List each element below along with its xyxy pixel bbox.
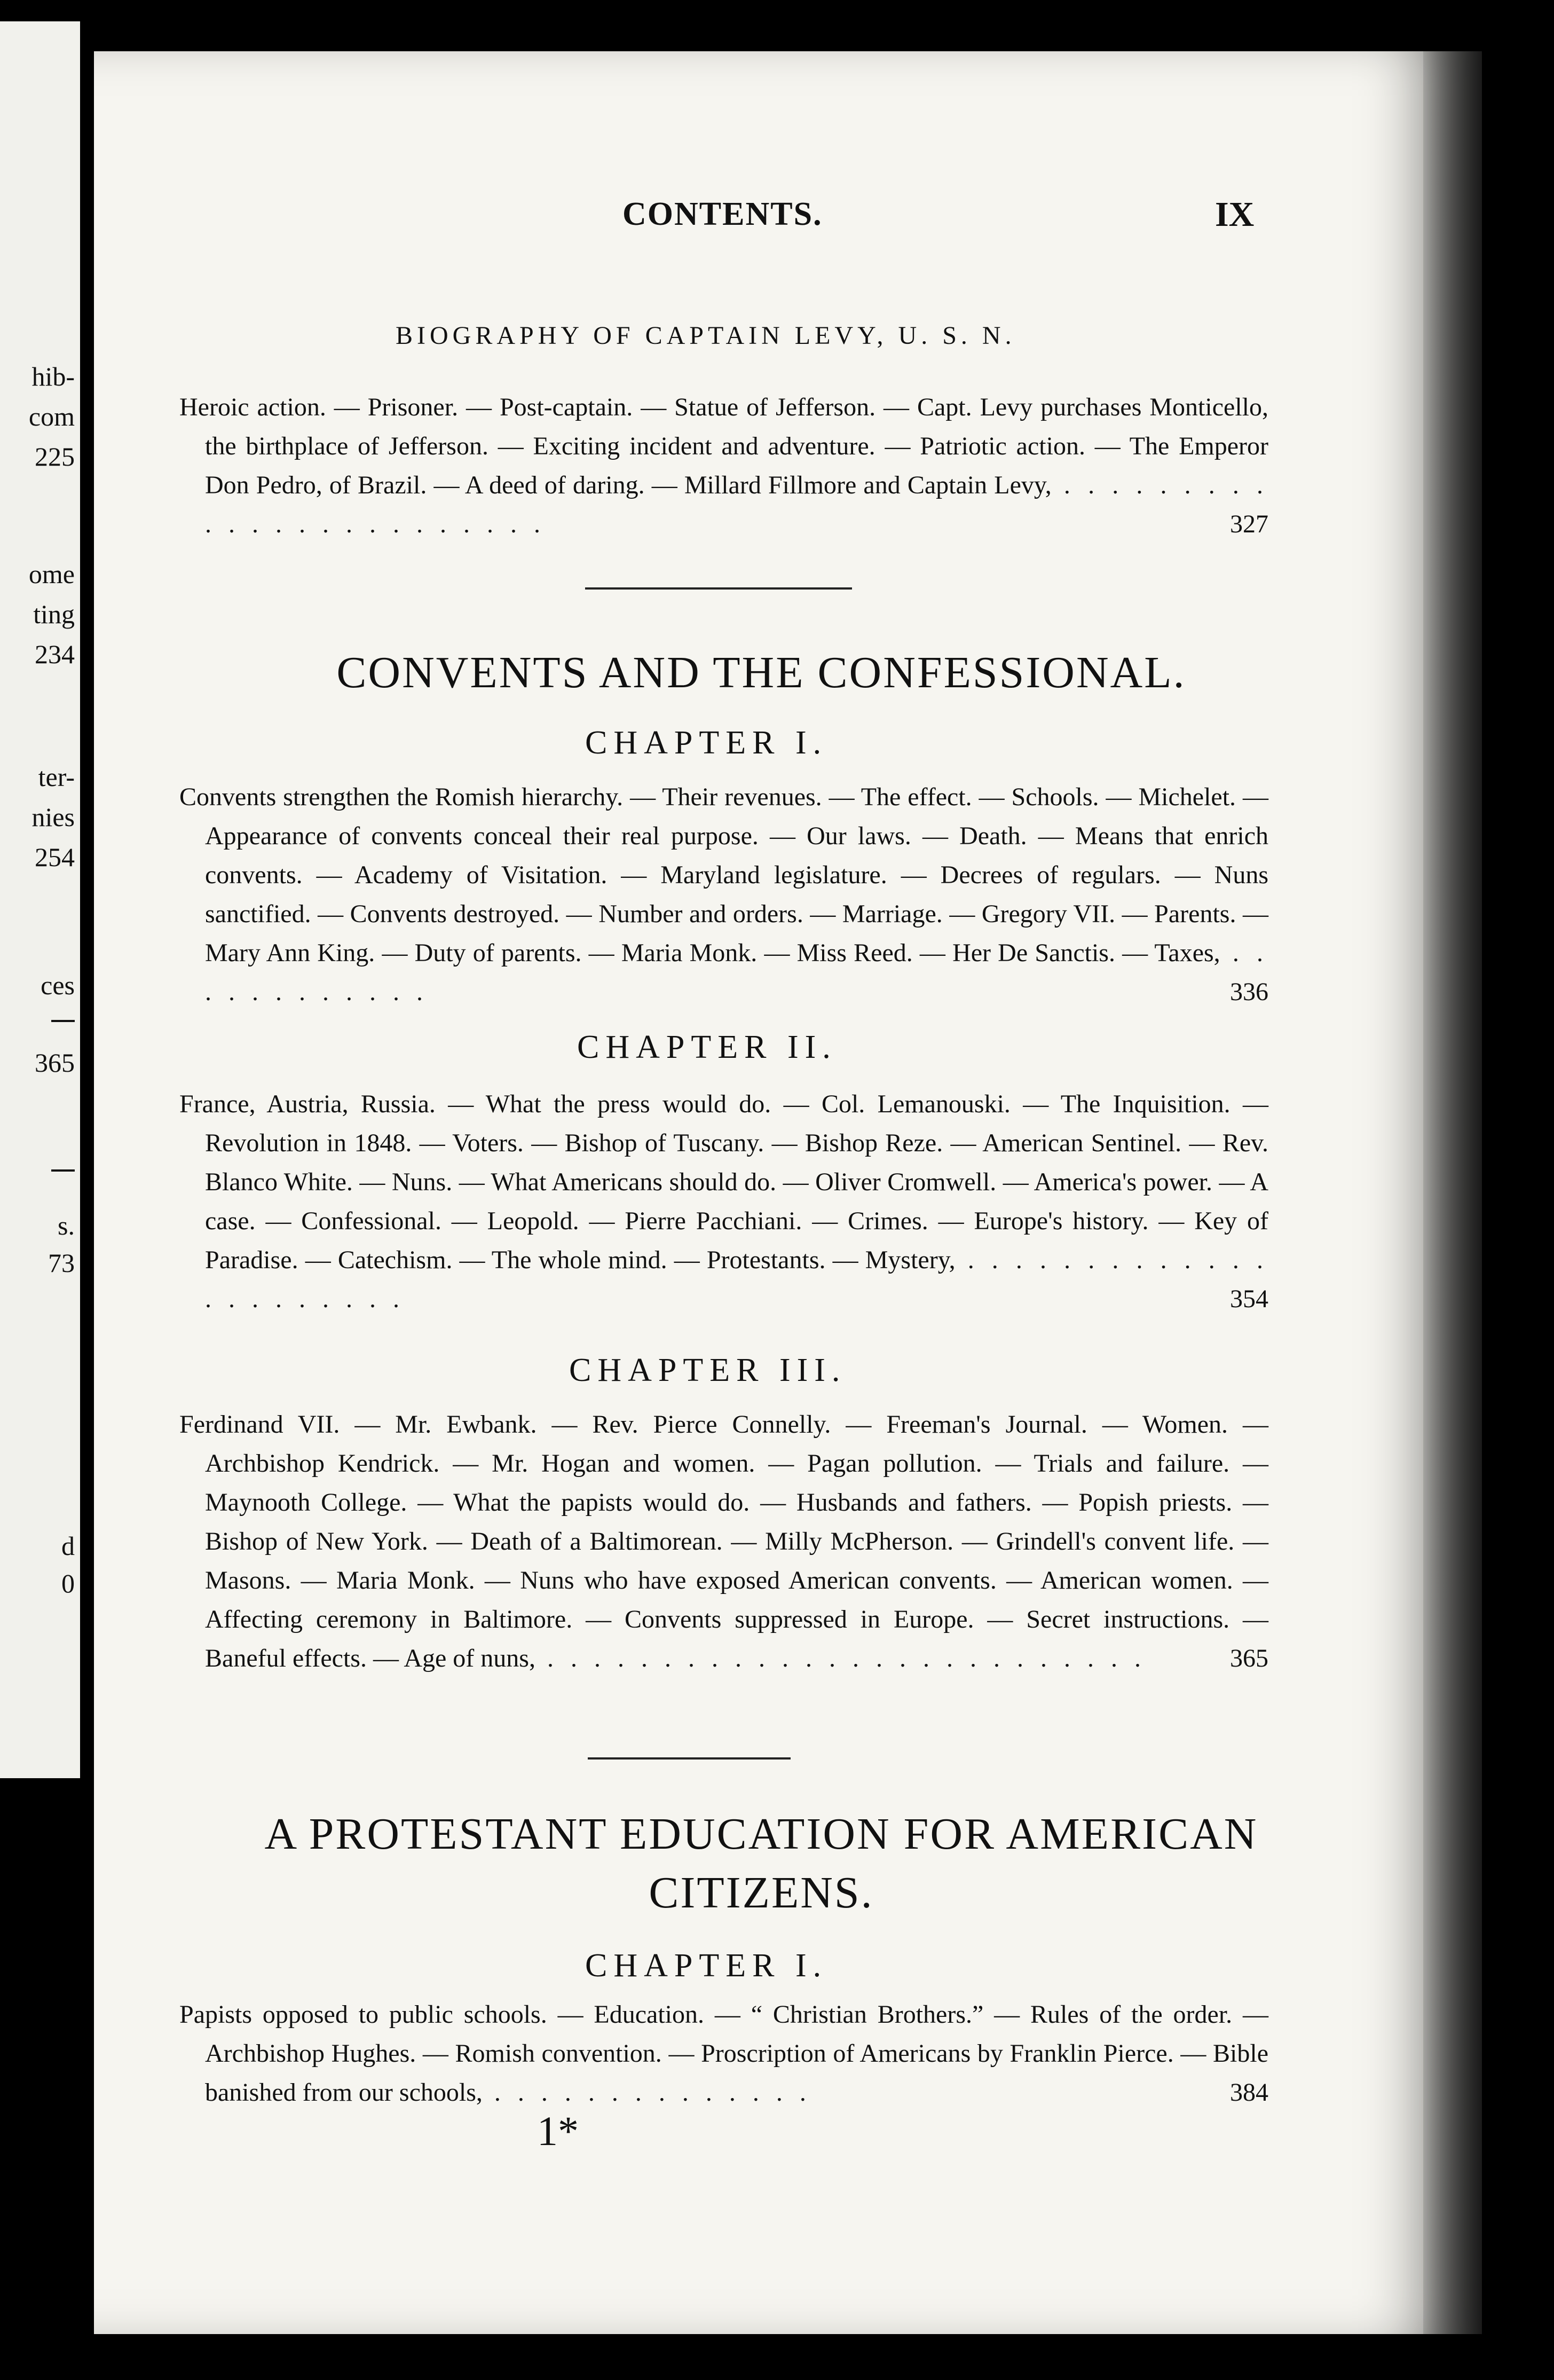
entry-page: 336 bbox=[1230, 978, 1268, 1006]
entry-text: Heroic action. — Prisoner. — Post-captain. — Statue of Jefferson. — Capt. Levy purchases Monticello, the birthplace of Jefferson. — Exciting incident and adventure. — Patriotic action. — The Emperor Don Pedro, of Brazil. — A deed of daring. — Millard Fillmore and Captain Levy, bbox=[179, 393, 1268, 499]
prev-fragment: 234 bbox=[35, 639, 75, 669]
prev-fragment: 225 bbox=[35, 442, 75, 472]
section-title-convents: CONVENTS AND THE CONFESSIONAL. bbox=[336, 648, 1186, 697]
prev-fragment: 0 bbox=[61, 1568, 75, 1598]
dot-leader: . . . . . . . . . . . . . . . . . . . . . . . . . . bbox=[535, 1644, 1146, 1672]
toc-entry bbox=[179, 1405, 1268, 1678]
prev-fragment: s. bbox=[58, 1211, 75, 1240]
toc-entry-biography bbox=[179, 388, 1268, 544]
section-title-education: A PROTESTANT EDUCATION FOR AMERICAN bbox=[264, 1809, 1258, 1859]
prev-fragment: 73 bbox=[48, 1248, 75, 1278]
prev-fragment: ter- bbox=[38, 762, 75, 792]
prev-fragment: 365 bbox=[35, 1048, 75, 1078]
entry-page: 354 bbox=[1230, 1285, 1268, 1313]
chapter-heading: CHAPTER II. bbox=[577, 1029, 837, 1065]
dot-leader: . . . . . . . . . . . . . . . . . . . . . . bbox=[205, 1246, 1268, 1313]
entry-text: Convents strengthen the Romish hierarchy. — Their revenues. — The effect. — Schools. — Michelet. — Appearance of convents conceal their real purpose. — Our laws. — Death. — Means that enrich convents. — Academy of Visitation. — Maryland legislature. — Decrees of regulars. — Nuns sanctified. — Convents destroyed. — Number and orders. — Marriage. — Gregory VII. — Parents. — Mary Ann King. — Duty of parents. — Maria Monk. — Miss Reed. — Her De Sanctis. — Taxes, bbox=[179, 783, 1268, 967]
prev-fragment: 254 bbox=[35, 842, 75, 872]
prev-fragment: ces bbox=[41, 970, 75, 1000]
signature-mark: 1* bbox=[537, 2108, 579, 2154]
prev-fragment: hib- bbox=[31, 362, 75, 391]
toc-entry bbox=[179, 1085, 1268, 1318]
section-divider bbox=[585, 587, 852, 590]
chapter-heading: CHAPTER I. bbox=[585, 1947, 828, 1984]
biography-heading: BIOGRAPHY OF CAPTAIN LEVY, U. S. N. bbox=[396, 321, 1016, 350]
prev-fragment: nies bbox=[31, 802, 75, 832]
book-page bbox=[94, 51, 1482, 2334]
page-number: IX bbox=[1215, 195, 1255, 234]
toc-entry bbox=[179, 1995, 1268, 2112]
prev-fragment: com bbox=[28, 402, 75, 431]
entry-page: 365 bbox=[1230, 1644, 1268, 1672]
prev-dash bbox=[51, 1020, 75, 1022]
entry-page: 384 bbox=[1230, 2078, 1268, 2107]
chapter-heading: CHAPTER III. bbox=[569, 1352, 847, 1388]
entry-text: Ferdinand VII. — Mr. Ewbank. — Rev. Pierce Connelly. — Freeman's Journal. — Women. — Archbishop Kendrick. — Mr. Hogan and women. — Pagan pollution. — Trials and failure. — Maynooth College. — What the papists would do. — Husbands and fathers. — Popish priests. — Bishop of New York. — Death of a Baltimorean. — Milly McPherson. — Grindell's convent life. — Masons. — Maria Monk. — Nuns who have exposed American convents. — American women. — Affecting ceremony in Baltimore. — Convents suppressed in Europe. — Secret instructions. — Baneful effects. — Age of nuns, bbox=[179, 1410, 1268, 1672]
prev-dash bbox=[51, 1169, 75, 1172]
entry-text: Papists opposed to public schools. — Education. — “ Christian Brothers.” — Rules of the order. — Archbishop Hughes. — Romish convention. — Proscription of Americans by Franklin Pierce. — Bible banished from our schools, bbox=[179, 2000, 1268, 2107]
section-divider bbox=[588, 1757, 791, 1760]
prev-fragment: d bbox=[61, 1531, 75, 1561]
section-title-education-line2: CITIZENS. bbox=[649, 1868, 874, 1918]
entry-text: France, Austria, Russia. — What the press would do. — Col. Lemanouski. — The Inquisition. — Revolution in 1848. — Voters. — Bishop of Tuscany. — Bishop Reze. — American Sentinel. — Rev. Blanco White. — Nuns. — What Americans should do. — Oliver Cromwell. — America's power. — A case. — Confessional. — Leopold. — Pierre Pacchiani. — Crimes. — Europe's history. — Key of Paradise. — Catechism. — The whole mind. — Protestants. — Mystery, bbox=[179, 1090, 1268, 1274]
previous-page-edge bbox=[0, 21, 80, 1778]
entry-page: 327 bbox=[1230, 510, 1268, 538]
dot-leader: . . . . . . . . . . . . . . . . . . . . . . . . bbox=[205, 471, 1269, 538]
dot-leader: . . . . . . . . . . . . . . bbox=[482, 2078, 811, 2107]
running-header-title: CONTENTS. bbox=[622, 196, 823, 232]
dot-leader: . . . . . . . . . . . . bbox=[205, 939, 1269, 1006]
prev-fragment: ting bbox=[33, 599, 75, 629]
chapter-heading: CHAPTER I. bbox=[585, 725, 828, 761]
prev-fragment: ome bbox=[28, 559, 75, 589]
toc-entry bbox=[179, 777, 1268, 1011]
